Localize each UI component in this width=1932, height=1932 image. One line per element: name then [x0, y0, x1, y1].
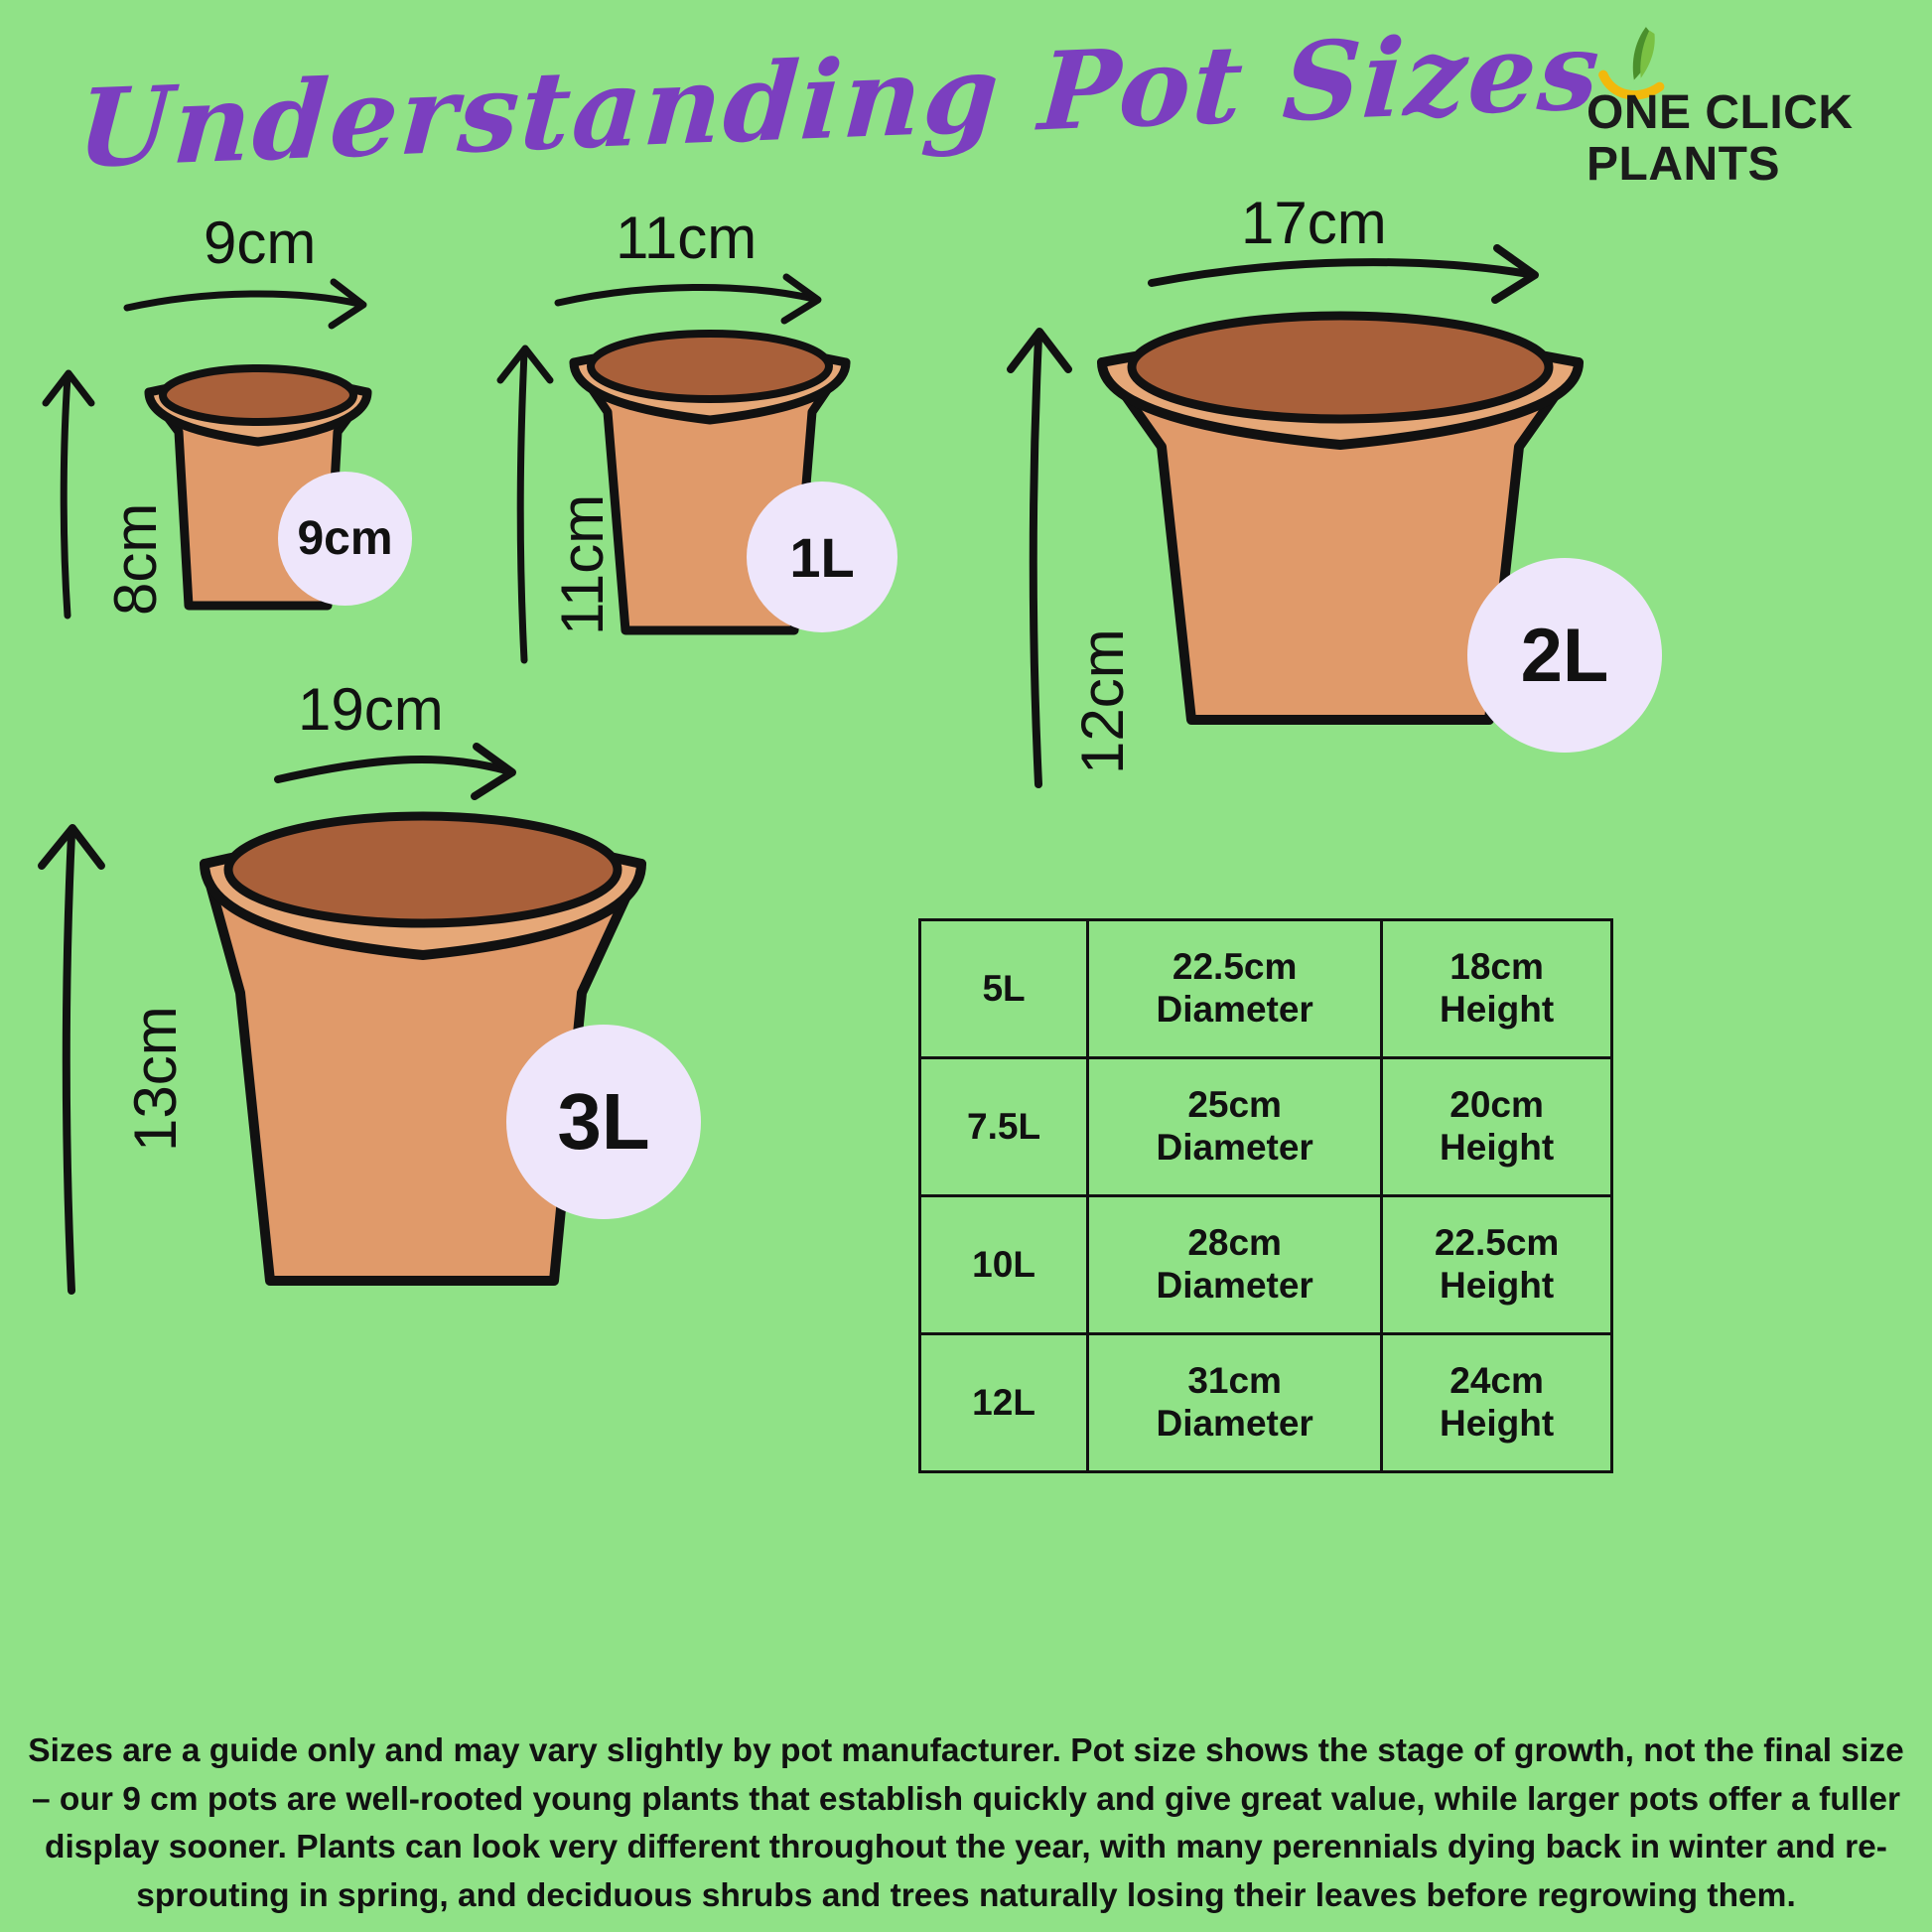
table-row — [920, 1058, 1612, 1196]
table-cell-height-value: 20cm — [1449, 1084, 1544, 1126]
brand-name-line2: PLANTS — [1587, 137, 1780, 191]
pot-2l-width-label: 17cm — [1241, 190, 1387, 256]
table-cell-height-value: 22.5cm — [1434, 1222, 1560, 1264]
table-cell-diameter-value: 25cm — [1187, 1084, 1282, 1126]
pot-group-2l — [1003, 179, 1866, 834]
table-cell-height-label: Height — [1440, 1403, 1555, 1444]
pot-1l-width-label: 11cm — [616, 205, 758, 271]
footnote-text: Sizes are a guide only and may vary slightly by pot manufacturer. Pot size shows the stage of growth, not the final size – our 9 cm pots are well-rooted young plants that establish quickly and give great value, while larger pots offer a fuller display sooner. Plants can look very different throughout the year, with many perennials dying back in winter and re-sprouting in spring, and deciduous shrubs and trees naturally losing their leaves before regrowing them. — [28, 1732, 1904, 1914]
table-cell-height-value: 24cm — [1449, 1360, 1544, 1402]
pot-2l-height-label: 12cm — [1069, 628, 1136, 774]
table-cell-diameter-label: Diameter — [1156, 1403, 1313, 1444]
pot-3l-badge: 3L — [506, 1025, 701, 1219]
table-cell-height — [1382, 920, 1612, 1058]
table-cell-height — [1382, 1334, 1612, 1472]
table-cell-diameter-label: Diameter — [1156, 989, 1313, 1030]
table-cell-size: 5L — [920, 920, 1088, 1058]
pot-1l-illustration — [496, 213, 943, 730]
table-cell-diameter-value: 28cm — [1187, 1222, 1282, 1264]
table-cell-size: 10L — [920, 1196, 1088, 1334]
pot-size-table — [918, 918, 1613, 1473]
table-cell-height-label: Height — [1440, 989, 1555, 1030]
table-cell-height-label: Height — [1440, 1127, 1555, 1168]
pot-3l-width-label: 19cm — [298, 676, 444, 743]
pot-3l-height-label: 13cm — [122, 1006, 189, 1152]
pot-2l-badge: 2L — [1467, 558, 1662, 753]
table-cell-size: 12L — [920, 1334, 1088, 1472]
pot-group-9cm — [40, 209, 457, 705]
table-cell-diameter-label: Diameter — [1156, 1127, 1313, 1168]
table-cell-height-label: Height — [1440, 1265, 1555, 1306]
pot-1l-badge: 1L — [747, 482, 897, 632]
table-cell-diameter — [1088, 920, 1382, 1058]
brand-name-line1: ONE CLICK — [1587, 86, 1854, 139]
pot-1l-height-label: 11cm — [549, 493, 616, 635]
pot-group-1l — [496, 205, 943, 730]
table-row — [920, 1196, 1612, 1334]
brand-name — [1587, 87, 1854, 191]
table-cell-diameter-value: 22.5cm — [1172, 946, 1298, 988]
table-cell-diameter — [1088, 1196, 1382, 1334]
table-cell-diameter — [1088, 1334, 1382, 1472]
page-title: Understanding Pot Sizes — [73, 8, 1605, 193]
table-row — [920, 1334, 1612, 1472]
table-cell-size: 7.5L — [920, 1058, 1088, 1196]
table-cell-height — [1382, 1196, 1612, 1334]
table-row — [920, 920, 1612, 1058]
table-cell-height — [1382, 1058, 1612, 1196]
pot-9cm-width-label: 9cm — [204, 209, 317, 276]
table-cell-diameter — [1088, 1058, 1382, 1196]
pot-group-3l — [10, 676, 884, 1380]
pot-9cm-illustration — [40, 228, 457, 705]
table-cell-diameter-label: Diameter — [1156, 1265, 1313, 1306]
table-cell-height-value: 18cm — [1449, 946, 1544, 988]
pot-9cm-badge: 9cm — [278, 472, 412, 606]
table-cell-diameter-value: 31cm — [1187, 1360, 1282, 1402]
pot-9cm-height-label: 8cm — [102, 502, 169, 616]
